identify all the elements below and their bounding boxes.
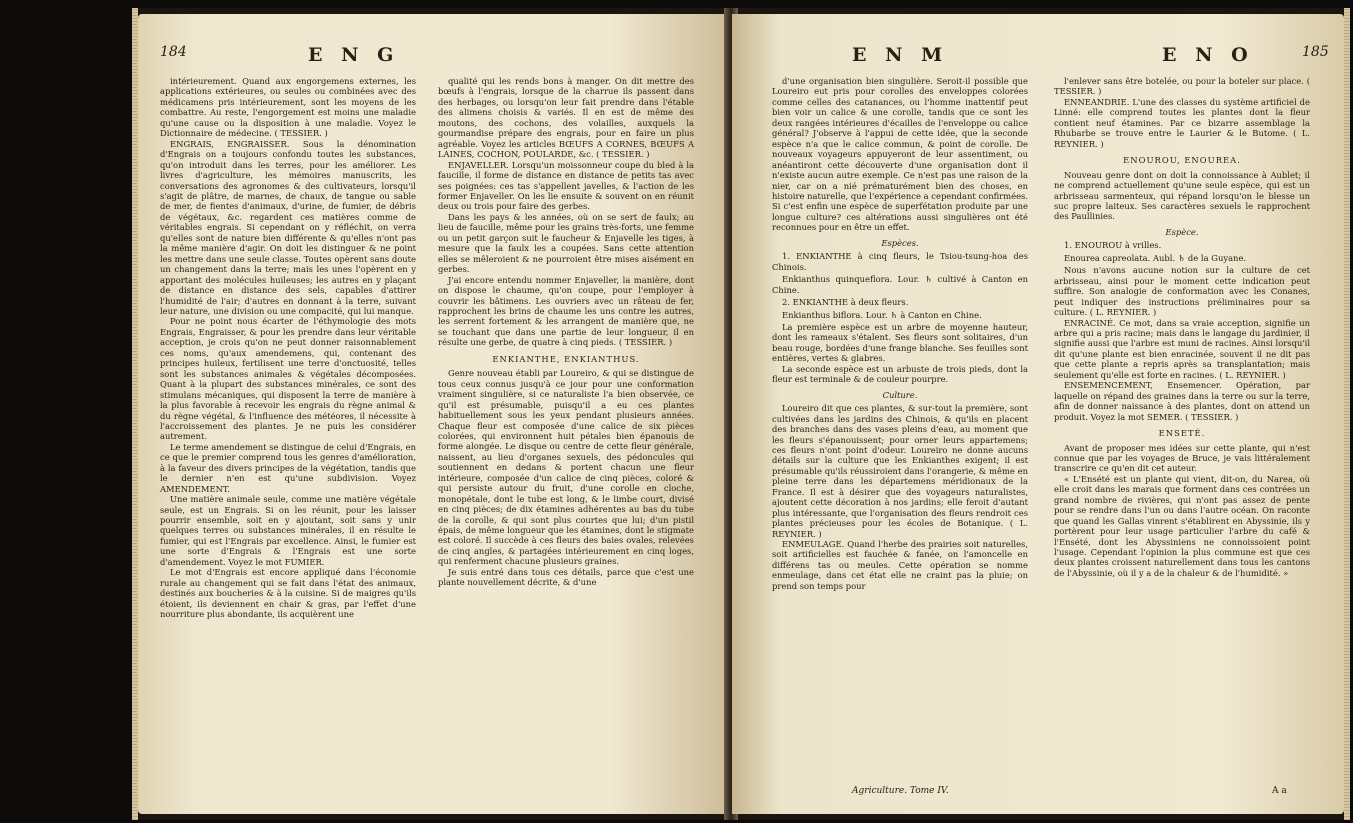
left-folio: 184: [160, 44, 187, 60]
open-book: [138, 8, 1348, 820]
text-paragraph: qualité qui les rends bons à manger. On dit mettre des bœufs à l'engrais, lorsque de la charrue ils passent dans des herbages, ou lorsqu'on leur fait prendre dans l'étable des alimens choisis & variés. Il en est de même des moutons, des cochons, des volailles, auxquels la gourmandise prépare des engrais, pour en faire un plus agréable. Voyez les articles BŒUFS A CORNES, BŒUFS A LAINES, COCHON, POULARDE, &c. ( TESSIER. ): [438, 76, 694, 160]
text-paragraph: ENGRAIS, ENGRAISSER. Sous la dénomination d'Engrais on a toujours confondu toutes les substances, qu'on introduit dans les terres, pour les améliorer. Les livres d'agriculture, les mémoires manuscrits, les conversations des agronomes & des cultivateurs, lorsqu'il s'agit de plâtre, de marnes, de chaux, de tangue ou sable de mer, de fientes d'animaux, d'urine, de fumier, de débris de végétaux, &c. regardent ces matières comme de véritables engrais. Si cependant on y réfléchit, on verra qu'elles sont de nature bien différente & qu'elles n'ont pas la même manière d'agir. On doit les distinguer & ne point les mettre dans une seule classe. Toutes opèrent sans doute un changement dans la terre; mais les unes l'opèrent en y apportant des molécules huileuses; les autres en y plaçant de distance en distance des sels, capables d'attirer l'humidité de l'air; d'autres en donnant à la terre, suivant leur nature, une division ou une compacité, qui lui manque.: [160, 138, 416, 316]
text-paragraph: l'enlever sans être botelée, ou pour la boteler sur place. ( TESSIER. ): [1054, 76, 1310, 97]
left-running-head: E N G: [308, 44, 400, 66]
right-page-column-1: [772, 76, 1028, 591]
text-paragraph: 2. ENKIANTHE à deux fleurs.: [782, 297, 909, 308]
left-page: [138, 14, 728, 814]
text-paragraph: Enkianthus biflora. Lour. ♄ à Canton en Chine.: [782, 309, 982, 320]
left-page-column-2: [438, 76, 694, 588]
text-paragraph: Je suis entré dans tous ces détails, parce que c'est une plante nouvellement décrite, & d'une: [438, 566, 694, 588]
section-subhead: Espèces.: [881, 237, 919, 248]
right-page-column-2: [1054, 76, 1310, 578]
left-page-column-1: [160, 76, 416, 620]
text-paragraph: ENSEMENCEMENT, Ensemencer. Opération, par laquelle on répand des graines dans la terre ou sur la terre, afin de donner naissance à des plantes, dont on attend un produit. Voyez la mot SEMER. ( TESSIER. ): [1054, 380, 1310, 422]
text-paragraph: 1. ENOUROU à vrilles.: [1064, 240, 1162, 251]
right-folio: 185: [1302, 44, 1329, 60]
text-paragraph: intérieurement. Quand aux engorgemens externes, les applications extérieures, ou seules ou combinées avec des médicamens pris intérieurement, sont les moyens de les combattre. Au reste, l'engorgement est moins une maladie qu'une cause ou la disposition à une maladie. Voyez le Dictionnaire de médecine. ( TESSIER. ): [160, 76, 416, 139]
text-paragraph: d'une organisation bien singulière. Seroit-il possible que Loureiro eut pris pour corolles des enveloppes colorées comme celles des catanances, ou l'homme inattentif peut bien voir un calice & une corolle, tandis que ce sont les deux rangées intérieures d'écailles de l'enveloppe ou calice général? J'observe à l'appui de cette idée, que la seconde espèce n'a que le calice commun, & point de corolle. De nouveaux voyageurs appuyeront de leur assentiment, ou anéantiront cette découverte d'une organisation dont il n'existe aucun autre exemple. Ce n'est pas une raison de la nier, car on a nié prématurément bien des choses, en histoire naturelle, que l'expérience a cependant confirmées. Si c'est enfin une espèce de superfétation produite par une longue culture? ces altérations aussi singulières ont été reconnues pour en être un effet.: [772, 76, 1028, 233]
signature-line: Agriculture. Tome IV.: [852, 786, 949, 796]
text-paragraph: Le terme amendement se distingue de celui d'Engrais, en ce que le premier comprend tous les genres d'amélioration, à la faveur des divers principes de la végétation, tandis que le dernier n'en est qu'une subdivision. Voyez AMENDEMENT.: [160, 441, 416, 494]
text-paragraph: ENJAVELLER. Lorsqu'un moissonneur coupe du bled à la faucille, il forme de distance en distance de petits tas avec ses poignées: ces tas s'appellent javelles, & l'action de les former Enjaveller. On les lie ensuite & souvent on en réunit deux ou trois pour faire des gerbes.: [438, 159, 694, 212]
text-paragraph: Nouveau genre dont on doit la connoissance à Aublet; il ne comprend actuellement qu'une seule espèce, qui est un arbrisseau sarmenteux, qui répand lorsqu'on le blesse un suc propre laiteux. Ses caractères sexuels le rapprochent des Paullinies.: [1054, 169, 1310, 222]
text-paragraph: J'ai encore entendu nommer Enjaveller, la manière, dont on dispose le chaume, qu'on coupe, pour l'employer à couvrir les bâtimens. Les ouvriers avec un râteau de fer, rapprochent les brins de chaume les uns contre les autres, les serrent fortement & les arrangent de manière que, ne se touchant que dans une partie de leur longueur, il en résulte une gerbe, de quatre à cinq pieds. ( TESSIER. ): [438, 274, 694, 348]
text-paragraph: ENRACINÉ. Ce mot, dans sa vraie acception, signifie un arbre qui a pris racine; mais dans le langage du jardinier, il signifie aussi que l'arbre est muni de racines. Ainsi lorsqu'il dit qu'une plante est bien enracinée, souvent il ne dit pas que cette plante a repris après sa transplantation; mais seulement qu'elle est forte en racines. ( L. REYNIER. ): [1054, 317, 1310, 380]
article-heading: ENSETÉ.: [1158, 428, 1206, 439]
section-subhead: Espèce.: [1165, 226, 1199, 237]
text-paragraph: Dans les pays & les années, où on se sert de faulx; au lieu de faucille, même pour les grains très-forts, une femme ou un petit garçon suit le faucheur & Enjavelle les tiges, à mesure que la faulx les a coupées. Sans cette attention elles se mêleroient & ne pourroient être mises aisément en gerbes.: [438, 211, 694, 275]
text-paragraph: Nous n'avons aucune notion sur la culture de cet arbrisseau, ainsi pour le moment cette indication peut suffire. Son analogie de conformation avec les Conanes, peut indiquer des instructions préliminaires pour sa culture. ( L. REYNIER. ): [1054, 265, 1310, 318]
right-page-edge: [1344, 8, 1350, 820]
text-paragraph: ENNEANDRIE. L'une des classes du système artificiel de Linné: elle comprend toutes les plantes dont la fleur contient neuf étamines. Par ce bizarre assemblage la Rhubarbe se trouve entre le Laurier & le Butome. ( L. REYNIER. ): [1054, 96, 1310, 149]
text-paragraph: La seconde espèce est un arbuste de trois pieds, dont la fleur est terminale & de couleur pourpre.: [772, 363, 1028, 385]
right-running-head-left: E N M: [852, 44, 949, 66]
right-running-head-right: E N O: [1162, 44, 1254, 66]
text-paragraph: La première espèce est un arbre de moyenne hauteur, dont les rameaux s'étalent. Ses fleurs sont solitaires, d'un beau rouge, bordées d'une frange blanche. Ses feuilles sont entières, vertes & glabres.: [772, 321, 1028, 364]
text-paragraph: Enourea capreolata. Aubl. ♄ de la Guyane.: [1064, 252, 1247, 263]
text-paragraph: 1. ENKIANTHE à cinq fleurs, le Tsiou-tsung-hoa des Chinois.: [772, 251, 1028, 272]
right-page: [732, 14, 1344, 814]
text-paragraph: Genre nouveau établi par Loureiro, & qui se distingue de tous ceux connus jusqu'à ce jour pour une conformation vraiment singulière, si ce naturaliste l'a bien observée, ce qu'il est présumable, puisqu'il a eu ces plantes habituellement sous les yeux pendant plusieurs années. Chaque fleur est composée d'une calice de six pièces colorées, qui environnent huit pétales bien épanouis de forme alongée. Le disque ou centre de cette fleur générale, naissent, au lieu d'organes sexuels, des pédoncules qui soutiennent en dedans & portent chacun une fleur intérieure, composée d'un calice de cinq pièces, coloré & qui persiste autour du fruit, d'une corolle en cloche, monopétale, dont le tube est long, & le limbe court, divisé en cinq pièces; de dix étamines adhérentes au bas du tube de la corolle, & qui sont plus courtes que lui; d'un pistil épais, de même longueur que les étamines, dont le stigmate est coloré. Il succède à ces fleurs des baies ovales, relevées de cinq angles, & partagées intérieurement en cinq loges, qui renferment chacune plusieurs graines.: [438, 368, 694, 567]
text-paragraph: Pour ne point nous écarter de l'éthymologie des mots Engrais, Engraisser, & pour les prendre dans leur véritable acception, je crois qu'on ne peut donner raisonnablement ces noms, qu'aux amendemens, qui, contenant des principes huileux, fertilisent une terre d'onctuosité, telles sont les substances animales & végétales décomposées. Quant à la plupart des substances minérales, ce sont des stimulans mécaniques, qui disposent la terre de manière à la plus favorable à recevoir les engrais du règne animal & du règne végétal, & l'influence des météores, il nécessite à l'accroissement des plantes. Je ne puis les considérer autrement.: [160, 316, 416, 442]
text-paragraph: Loureiro dit que ces plantes, & sur-tout la première, sont cultivées dans les jardins des Chinois, & qu'ils en placent des branches dans des vases pleins d'eau, au moment que les fleurs s'épanouissent; pour orner leurs appartemens; ces fleurs n'ont point d'odeur. Loureiro ne donne aucuns détails sur la culture que les Enkianthes exigent; il est présumable qu'ils réussiroient dans l'orangerie, & même en pleine terre dans les départemens méridionaux de la France. Il est à désirer que des voyageurs naturalistes, ajoutent cette décoration à nos jardins; elle feroit d'autant plus intéressante, que l'organisation des fleurs rendroit ces plantes précieuses pour les écoles de Botanique. ( L. REYNIER. ): [772, 403, 1028, 539]
article-heading: ENOUROU, ENOUREA.: [1123, 155, 1241, 166]
text-paragraph: Le mot d'Engrais est encore appliqué dans l'économie rurale au changement qui se fait dans l'état des animaux, destinés aux boucheries & à la cuisine. Si de maigres qu'ils étoient, ils deviennent en chair & gras, par l'effet d'une nourriture plus abondante, ils acquièrent une: [160, 567, 416, 620]
section-subhead: Culture.: [882, 389, 918, 400]
article-heading: ENKIANTHE, ENKIANTHUS.: [492, 353, 640, 364]
text-paragraph: Une matière animale seule, comme une matière végétale seule, est un Engrais. Si on les réunit, pour les laisser pourrir ensemble, soit en y ajoutant, soit sans y unir quelques terres ou substances minérales, il en résulte le fumier, qui est l'Engrais par excellence. Ainsi, le fumier est une sorte d'Engrais & l'Engrais est une sorte d'amendement. Voyez le mot FUMIER.: [160, 494, 416, 567]
text-paragraph: Avant de proposer mes idées sur cette plante, qui n'est connue que par les voyages de Bruce, je vais littéralement transcrire ce qu'en dit cet auteur.: [1054, 442, 1310, 474]
signature-mark: A a: [1272, 786, 1287, 796]
text-paragraph: ENMEULAGE. Quand l'herbe des prairies soit naturelles, soit artificielles est fauchée & fanée, on l'amoncelle en différens tas ou meules. Cette opération se nomme enmeulage, dans cet état elle ne craint pas la pluie; on prend son temps pour: [772, 539, 1028, 591]
text-paragraph: « L'Ensété est un plante qui vient, dit-on, du Narea, où elle croit dans les marais que forment dans ces contrées un grand nombre de rivières, qui n'ont pas assez de pente pour se rendre dans l'un ou dans l'autre océan. On raconte que quand les Gallas vinrent s'établirent en Abyssinie, ils y portèrent pour leur usage particulier l'arbre du café & l'Ensété, dont les Abyssiniens ne connoissoient point l'usage. Cependant l'opinion la plus commune est que ces deux plantes croissent naturellement dans tous les cantons de l'Abyssinie, où il y a de la chaleur & de l'humidité. »: [1054, 473, 1310, 578]
text-paragraph: Enkianthus quinqueflora. Lour. ♄ cultivé à Canton en Chine.: [772, 274, 1028, 295]
